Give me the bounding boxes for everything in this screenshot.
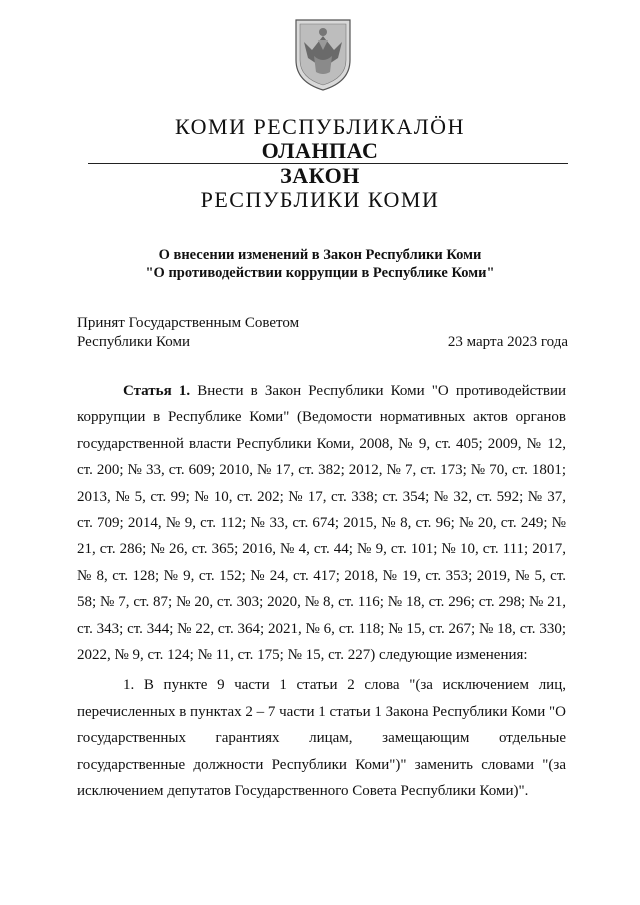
article-1-label: Статья 1. (123, 383, 191, 399)
adoption-line-2: Республики Коми (77, 334, 190, 350)
law-title (0, 246, 640, 282)
law-title-line-2: "О противодействии коррупции в Республике Коми" (145, 265, 495, 281)
header-zakon: ЗАКОН (280, 163, 360, 188)
article-1-item-1: 1. В пункте 9 части 1 статьи 2 слова "(за исключением лиц, перечисленных в пунктах 2 – 7 части 1 статьи 1 Закона Республики Коми "О государственных гарантиях лицам, замещающим отдельные государственные должности Республики Коми")" заменить словами "(за исключением депутатов Государственного Совета Республики Коми)". (77, 677, 566, 800)
adoption-date: 23 марта 2023 года (447, 334, 568, 350)
coat-of-arms-icon (292, 16, 354, 92)
header-respubliki: РЕСПУБЛИКИ КОМИ (200, 187, 440, 212)
article-1-text: Внести в Закон Республики Коми "О противодействии коррупции в Республике Коми" (Ведомости нормативных актов органов государственной власти Республики Коми, 2008, № 9, ст. 405; 2009, № 12, ст. 200; № 33, ст. 609; 2010, № 17, ст. 382; 2012, № 7, ст. 173; № 70, ст. 1801; 2013, № 5, ст. 99; № 10, ст. 202; № 17, ст. 338; ст. 354; № 32, ст. 592; № 37, ст. 709; 2014, № 9, ст. 112; № 33, ст. 674; 2015, № 8, ст. 96; № 20, ст. 249; № 21, ст. 286; № 26, ст. 365; 2016, № 4, ст. 44; № 9, ст. 101; № 10, ст. 111; 2017, № 8, ст. 128; № 9, ст. 152; № 24, ст. 417; 2018, № 19, ст. 353; 2019, № 5, ст. 58; № 7, ст. 87; № 20, ст. 303; 2020, № 8, ст. 116; № 18, ст. 296; ст. 298; № 21, ст. 343; ст. 344; № 22, ст. 364; 2021, № 6, ст. 118; № 15, ст. 267; № 18, ст. 330; 2022, № 9, ст. 124; № 11, ст. 175; № 15, ст. 227) следующие изменения: (77, 383, 567, 664)
law-title-line-1: О внесении изменений в Закон Республики Коми (158, 247, 482, 263)
header-komi-line: КОМИ РЕСПУБЛИКАЛÖН (175, 114, 465, 139)
article-1-paragraph (77, 378, 566, 668)
adoption-block (77, 314, 299, 352)
header-olanpas: ОЛАНПАС (261, 138, 379, 163)
law-body (77, 378, 566, 805)
adoption-line-1: Принят Государственным Советом (77, 315, 300, 331)
